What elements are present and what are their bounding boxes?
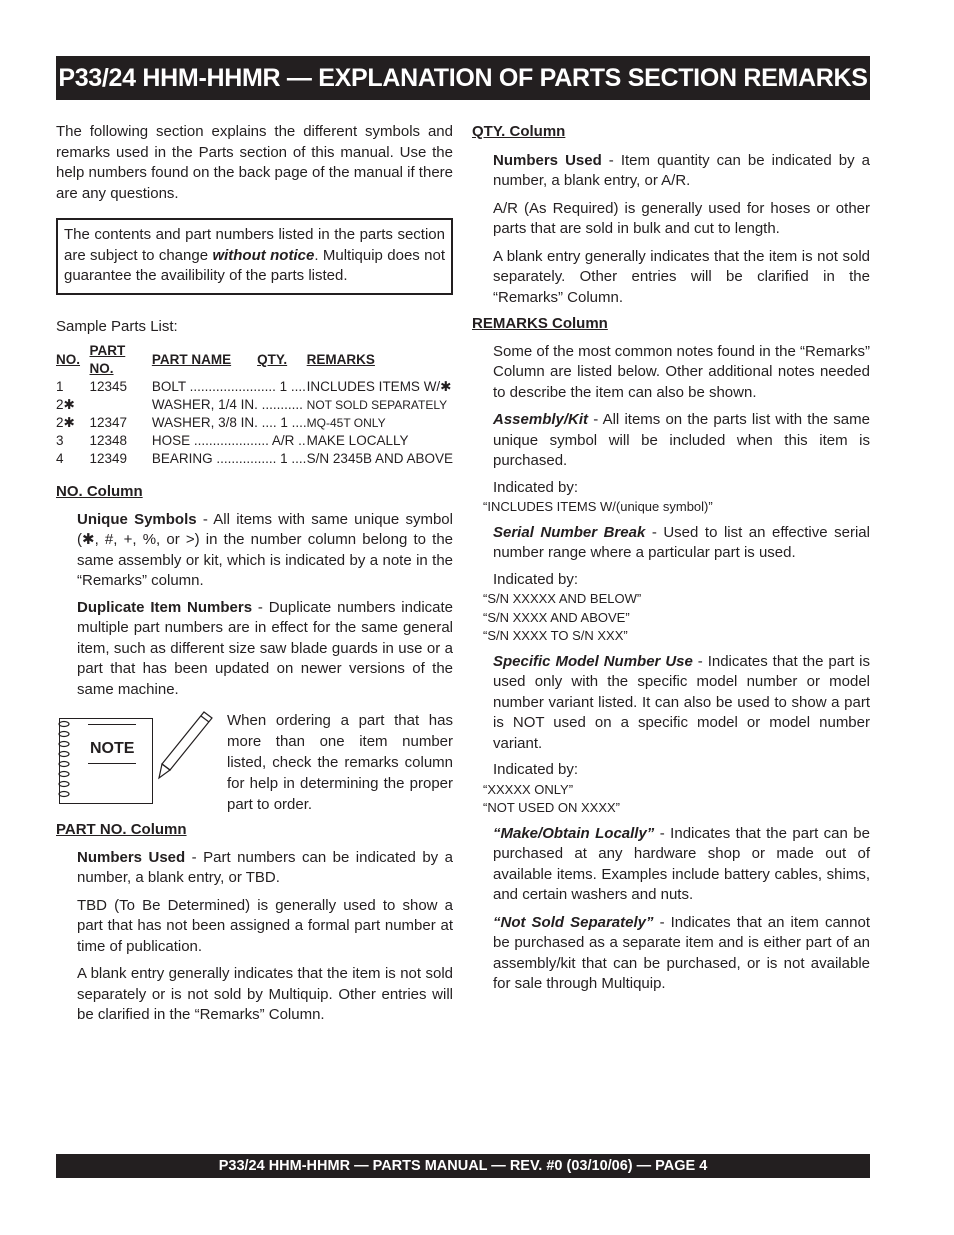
table-header-row xyxy=(56,342,453,378)
duplicate-numbers-paragraph: Duplicate Item Numbers - Duplicate numbers indicate multiple part numbers are in effect for the same general item, such as different size saw blade guards in use or a part that has been updated on newer versions of the same machine. xyxy=(77,598,453,698)
model-example: “NOT USED ON XXXX” xyxy=(483,800,621,815)
table-row: 4 12349 BEARING ................ 1 .... S/N 2345B AND ABOVE xyxy=(56,451,453,466)
assembly-kit-paragraph: Assembly/Kit - All items on the parts list with the same unique symbol will be included when this item is purchased. xyxy=(493,411,870,469)
notice-text-after: . Multiquip does not guarantee the availibility of the parts listed. xyxy=(64,246,446,284)
note-callout xyxy=(56,710,453,814)
part-blank-paragraph: A blank entry generally indicates that the item is not sold separately or is not sold by Multiquip. Other entries will be clarified in the “Remarks” Column. xyxy=(77,965,453,1023)
serial-number-paragraph: Serial Number Break - Used to list an effective serial number range where a particular part is used. xyxy=(493,523,870,561)
table-row: 3 12348 HOSE .................... A/R .. MAKE LOCALLY xyxy=(56,433,409,448)
assembly-example: “INCLUDES ITEMS W/(unique symbol)” xyxy=(483,499,713,514)
header-no: NO. xyxy=(56,352,81,367)
note-text: When ordering a part that has more than one item number listed, check the remarks column for help in determining the proper part to order. xyxy=(227,712,453,813)
sample-label: Sample Parts List: xyxy=(56,317,178,335)
header-part-name: PART NAME QTY. xyxy=(151,352,288,367)
page-footer: P33/24 HHM-HHMR — PARTS MANUAL — REV. #0 (03/10/06) — PAGE 4 xyxy=(56,1154,870,1178)
tbd-paragraph: TBD (To Be Determined) is generally used to show a part that has not been assigned a formal part number at time of publication. xyxy=(77,896,453,955)
serial-example: “S/N XXXXX AND BELOW” xyxy=(483,591,642,606)
note-label: NOTE xyxy=(90,740,135,757)
notice-emphasis: without notice xyxy=(212,246,315,264)
sample-parts-table xyxy=(56,342,453,468)
model-example: “XXXXX ONLY” xyxy=(483,781,574,797)
serial-example: “S/N XXXX AND ABOVE” xyxy=(483,609,630,625)
header-remarks: REMARKS xyxy=(306,352,375,367)
table-row: 1 12345 BOLT ....................... 1 .... INCLUDES ITEMS W/✱ xyxy=(56,379,452,394)
note-box xyxy=(59,718,153,804)
serial-example: “S/N XXXX TO S/N XXX” xyxy=(483,628,628,643)
table-row: 2✱ 12347 WASHER, 3/8 IN. .... 1 .... MQ-45T ONLY xyxy=(56,415,386,430)
qty-column-heading: QTY. Column xyxy=(472,123,566,140)
right-column xyxy=(472,122,870,995)
unique-symbols-paragraph: Unique Symbols - All items with same unique symbol (✱, #, +, %, or >) in the number column belong to the same assembly or kit, which is indicated by a note in the “Remarks” column. xyxy=(77,510,453,589)
part-no-column-heading: PART NO. Column xyxy=(56,821,187,838)
page-title: P33/24 HHM-HHMR — EXPLANATION OF PARTS SECTION REMARKS xyxy=(56,56,870,100)
remarks-column-heading: REMARKS Column xyxy=(472,315,608,332)
left-column xyxy=(56,122,453,1026)
table-row: 2✱ WASHER, 1/4 IN. ........... NOT SOLD SEPARATELY xyxy=(56,397,448,412)
no-column-heading: NO. Column xyxy=(56,483,143,500)
model-number-paragraph: Specific Model Number Use - Indicates that the part is used only with the specific model number or model number variant listed. It can also be used to show a part is NOT used on a specific model or model number variant. xyxy=(493,652,870,752)
qty-numbers-used-paragraph: Numbers Used - Item quantity can be indicated by a number, a blank entry, or A/R. xyxy=(493,151,870,189)
indicated-by-label: Indicated by: xyxy=(493,570,579,588)
indicated-by-label: Indicated by: xyxy=(493,478,579,496)
make-locally-paragraph: “Make/Obtain Locally” - Indicates that the part can be purchased at any hardware shop or made out of available items. Examples include battery cables, shims, and certain washers and nuts. xyxy=(493,824,870,903)
remarks-intro: Some of the most common notes found in the “Remarks” Column are listed below. Other additional notes needed to describe the item can also be shown. xyxy=(493,342,870,401)
notice-box xyxy=(56,218,453,295)
header-part-no: PART NO. xyxy=(89,343,126,376)
notice-text-before: The contents and part numbers listed in the parts section are subject to change xyxy=(64,226,445,264)
pencil-icon xyxy=(156,710,216,780)
not-sold-separately-paragraph: “Not Sold Separately” - Indicates that an item cannot be purchased as a separate item and is either part of an assembly/kit that can be purchased, or is not available for sale through Multiquip. xyxy=(493,913,870,992)
ar-paragraph: A/R (As Required) is generally used for hoses or other parts that are sold in bulk and cut to length. xyxy=(493,199,870,237)
indicated-by-label: Indicated by: xyxy=(493,761,579,778)
qty-blank-paragraph: A blank entry generally indicates that the item is not sold separately. Other entries will be clarified in the “Remarks” Column. xyxy=(493,247,870,306)
intro-paragraph: The following section explains the different symbols and remarks used in the Parts section of this manual. Use the help numbers found on the back page of the manual if there are any questions. xyxy=(56,123,453,202)
header-qty: QTY. xyxy=(257,352,288,367)
part-numbers-used-paragraph: Numbers Used - Part numbers can be indicated by a number, a blank entry, or TBD. xyxy=(77,848,453,886)
